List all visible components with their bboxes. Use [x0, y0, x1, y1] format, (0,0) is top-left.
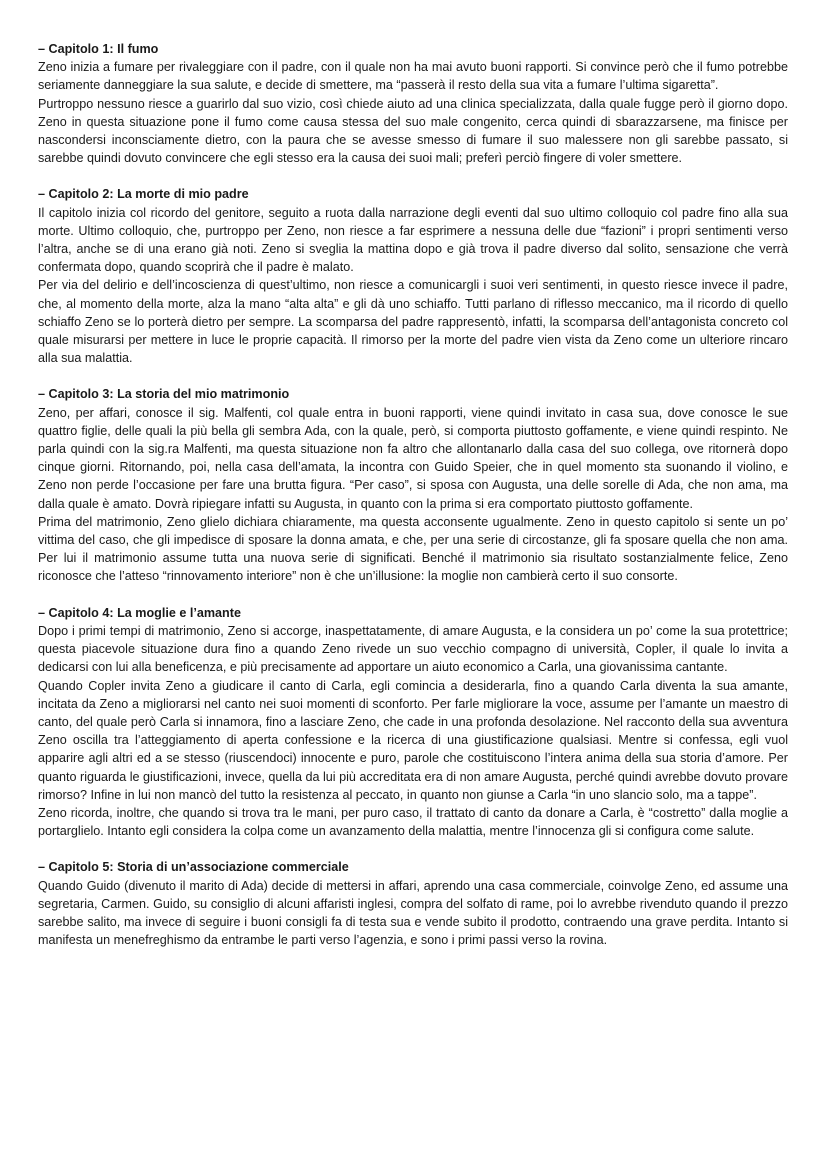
chapter-1-heading: – Capitolo 1: Il fumo	[38, 42, 159, 56]
chapter-5-section	[38, 858, 788, 949]
chapter-4-paragraph-1: Dopo i primi tempi di matrimonio, Zeno si accorge, inaspettatamente, di amare Augusta, e la considera un po’ come la sua protettrice; questa piacevole situazione dura fino a quando Zeno rivede un suo vecchio compagno di università, Copler, il quale lo invita a dedicarsi con lui alla beneficenza, e più precisamente ad apportare un aiuto economico a Carla, una giovanissima cantante.	[38, 623, 788, 675]
chapter-5-heading: – Capitolo 5: Storia di un’associazione commerciale	[38, 860, 349, 875]
chapter-3-section	[38, 385, 788, 585]
chapter-2-heading: – Capitolo 2: La morte di mio padre	[38, 187, 249, 202]
chapter-3-paragraph-1: Zeno, per affari, conosce il sig. Malfenti, col quale entra in buoni rapporti, viene quindi invitato in casa sua, dove conosce le sue quattro figlie, delle quali la più bella gli sembra Ada, con la quale, però, si comporta piuttosto goffamente, e viene quindi respinto. Ne parla quindi con la sig.ra Malfenti, ma questa situazione non fa altro che allontanarlo dalla casa del suo collega, ove ritornerà dopo cinque giorni. Ritornando, poi, nella casa dell’amata, la incontra con Guido Speier, che in quel momento sta suonando il violino, e Zeno non perde l’occasione per fare una brutta figura. “Per caso”, si sposa con Augusta, una delle sorelle di Ada, che non ama, ma dalla quale è amato. Dovrà ripiegare infatti su Augusta, in quanto con la prima si era comportato piuttosto goffamente.	[38, 405, 788, 511]
chapter-2-section	[38, 185, 788, 367]
chapter-5-paragraph-1: Quando Guido (divenuto il marito di Ada) decide di mettersi in affari, aprendo una casa commerciale, coinvolge Zeno, ed assume una segretaria, Carmen. Guido, su consiglio di alcuni affaristi inglesi, compra del solfato di rame, poi lo avrebbe rivenduto quando il prezzo sarebbe salito, ma invece di seguire i buoni consigli fa di testa sua e vende subito il prodotto, contraendo una grave perdita. Intanto si manifesta un menefreghismo da entrambe le parti verso l’agenzia, e sono i primi passi verso la rovina.	[38, 878, 788, 948]
chapter-1-section	[38, 40, 788, 167]
chapter-4-paragraph-2: Quando Copler invita Zeno a giudicare il canto di Carla, egli comincia a desiderarla, fino a quando Carla diventa la sua amante, incitata da Zeno a migliorarsi nel canto nei suoi momenti di sconforto. Per farle migliorare la voce, assume per l’amante un maestro di canto, del quale però Carla si innamora, fino a lasciare Zeno, che cade in una profonda desolazione. Nel racconto della sua avventura Zeno oscilla tra l’atteggiamento di aperta confessione e la ricerca di una giustificazione qualsiasi. Mentre si confessa, egli vuol apparire agli altri ed a se stesso (riuscendoci) innocente e puro, parole che costituiscono l’intera anima della sua storia d’amore. Per quanto riguarda le giustificazioni, invece, quella da lui più accreditata era di non amare Augusta, perché quindi avrebbe dovuto provare rimorso? Infine in lui non mancò del tutto la resistenza al peccato, in quanto non giunse a Carla “in uno slancio solo, ma a tappe”.	[38, 678, 788, 802]
chapter-4-section	[38, 604, 788, 841]
chapter-1-paragraph-2: Purtroppo nessuno riesce a guarirlo dal suo vizio, così chiede aiuto ad una clinica specializzata, dalla quale fugge però il giorno dopo. Zeno in questa situazione pone il fumo come causa stessa del suo male congenito, cerca quindi di sbarazzarsene, ma finisce per nascondersi inconsciamente dietro, con la paura che se avesse smesso di fumare il suo malessere non gli sarebbe passato, si sarebbe quindi dovuto convincere che egli stesso era la causa dei suoi mali; preferì perciò fingere di voler smettere.	[38, 96, 788, 166]
chapter-1-paragraph-1: Zeno inizia a fumare per rivaleggiare con il padre, con il quale non ha mai avuto buoni rapporti. Si convince però che il fumo potrebbe seriamente danneggiare la sua salute, e decide di smettere, ma “passerà il resto della sua vita a fumare l’ultima sigaretta”.	[38, 60, 788, 93]
chapter-3-heading: – Capitolo 3: La storia del mio matrimonio	[38, 387, 290, 402]
chapter-4-heading: – Capitolo 4: La moglie e l’amante	[38, 605, 241, 620]
chapter-2-paragraph-2: Per via del delirio e dell’incoscienza di quest’ultimo, non riesce a comunicargli i suoi veri sentimenti, in questo riesce invece il padre, che, al momento della morte, alza la mano “alta alta” e gli dà uno schiaffo. Tutti parlano di riflesso meccanico, ma il ricordo di quello schiaffo Zeno se lo porterà dietro per sempre. La scomparsa del padre rappresentò, infatti, la scomparsa dell’antagonista concreto col quale misurarsi per mettere in luce le proprie capacità. Il rimorso per la morte del padre vien vista da Zeno come un ulteriore rincaro alla sua malattia.	[38, 278, 788, 366]
chapter-2-paragraph-1: Il capitolo inizia col ricordo del genitore, seguito a ruota dalla narrazione degli eventi dal suo ultimo colloquio col padre fino alla sua morte. Ultimo colloquio, che, purtroppo per Zeno, non riesce a far esprimere a nessuna delle due “fazioni” i propri sentimenti verso l’altra, anche se di una erano già noti. Zeno si sveglia la mattina dopo e già trova il padre diverso dal solito, sensazione che verrà confermata dopo, quando scoprirà che il padre è malato.	[38, 205, 788, 275]
chapter-4-paragraph-3: Zeno ricorda, inoltre, che quando si trova tra le mani, per puro caso, il trattato di canto da donare a Carla, è “costretto” dalla moglie a portarglielo. Intanto egli considera la colpa come un avanzamento della malattia, mentre l’innocenza gli si configura come salute.	[38, 805, 788, 839]
chapter-3-paragraph-2: Prima del matrimonio, Zeno glielo dichiara chiaramente, ma questa acconsente ugualmente. Zeno in questo capitolo si sente un po’ vittima del caso, che gli impedisce di sposare la donna amata, e che, per una serie di circostanze, gli fa sposare quella che non ama. Per lui il matrimonio assume tutta una nuova serie di significati. Benché il matrimonio sia risultato sostanzialmente felice, Zeno riconosce che l’atteso “rinnovamento interiore” non è che un’illusione: la moglie non cambierà certo il suo consorte.	[38, 514, 788, 584]
